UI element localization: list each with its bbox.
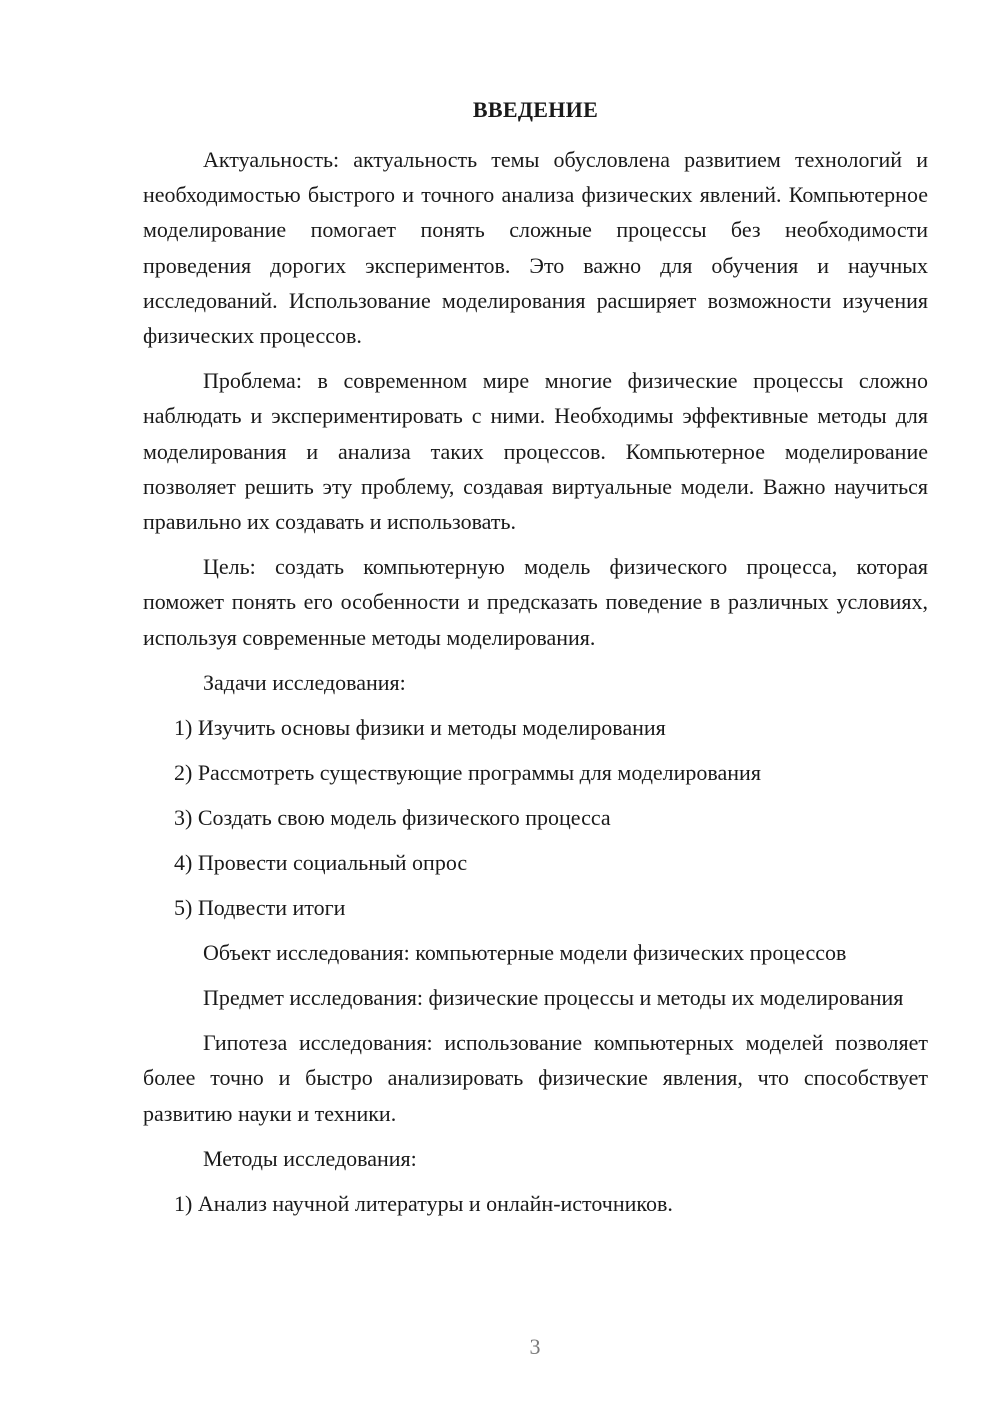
task-item: 3) Создать свою модель физического процесса: [174, 804, 611, 830]
method-item: 1) Анализ научной литературы и онлайн-источников.: [174, 1190, 673, 1216]
document-title: ВВЕДЕНИЕ: [472, 97, 599, 122]
task-item: 5) Подвести итоги: [174, 894, 346, 920]
relevance-paragraph: Актуальность: актуальность темы обусловлена развитием технологий и необходимостью быстрого и точного анализа физических явлений. Компьютерное моделирование помогает понять сложные процессы без необходимости проведения дорогих экспериментов. Это важно для обучения и научных исследований. Использование моделирования расширяет возможности изучения физических процессов.: [143, 147, 928, 349]
tasks-heading: Задачи исследования:: [203, 669, 406, 695]
object-paragraph: Объект исследования: компьютерные модели физических процессов: [203, 939, 847, 965]
task-item: 2) Рассмотреть существующие программы для моделирования: [174, 759, 761, 785]
tasks-list: [143, 710, 928, 925]
problem-paragraph: Проблема: в современном мире многие физические процессы сложно наблюдать и экспериментировать с ними. Необходимы эффективные методы для моделирования и анализа таких процессов. Компьютерное моделирование позволяет решить эту проблему, создавая виртуальные модели. Важно научиться правильно их создавать и использовать.: [143, 368, 928, 535]
goal-paragraph: Цель: создать компьютерную модель физического процесса, которая поможет понять его особенности и предсказать поведение в различных условиях, используя современные методы моделирования.: [143, 554, 928, 650]
page-number: 3: [529, 1334, 541, 1359]
hypothesis-paragraph: Гипотеза исследования: использование компьютерных моделей позволяет более точно и быстро анализировать физические явления, что способствует развитию науки и техники.: [143, 1030, 928, 1126]
task-item: 4) Провести социальный опрос: [174, 849, 468, 875]
methods-list: [143, 1186, 928, 1221]
document-page: [143, 95, 928, 1231]
subject-paragraph: Предмет исследования: физические процессы и методы их моделирования: [203, 985, 904, 1011]
methods-heading: Методы исследования:: [203, 1145, 417, 1171]
task-item: 1) Изучить основы физики и методы моделирования: [174, 714, 666, 740]
